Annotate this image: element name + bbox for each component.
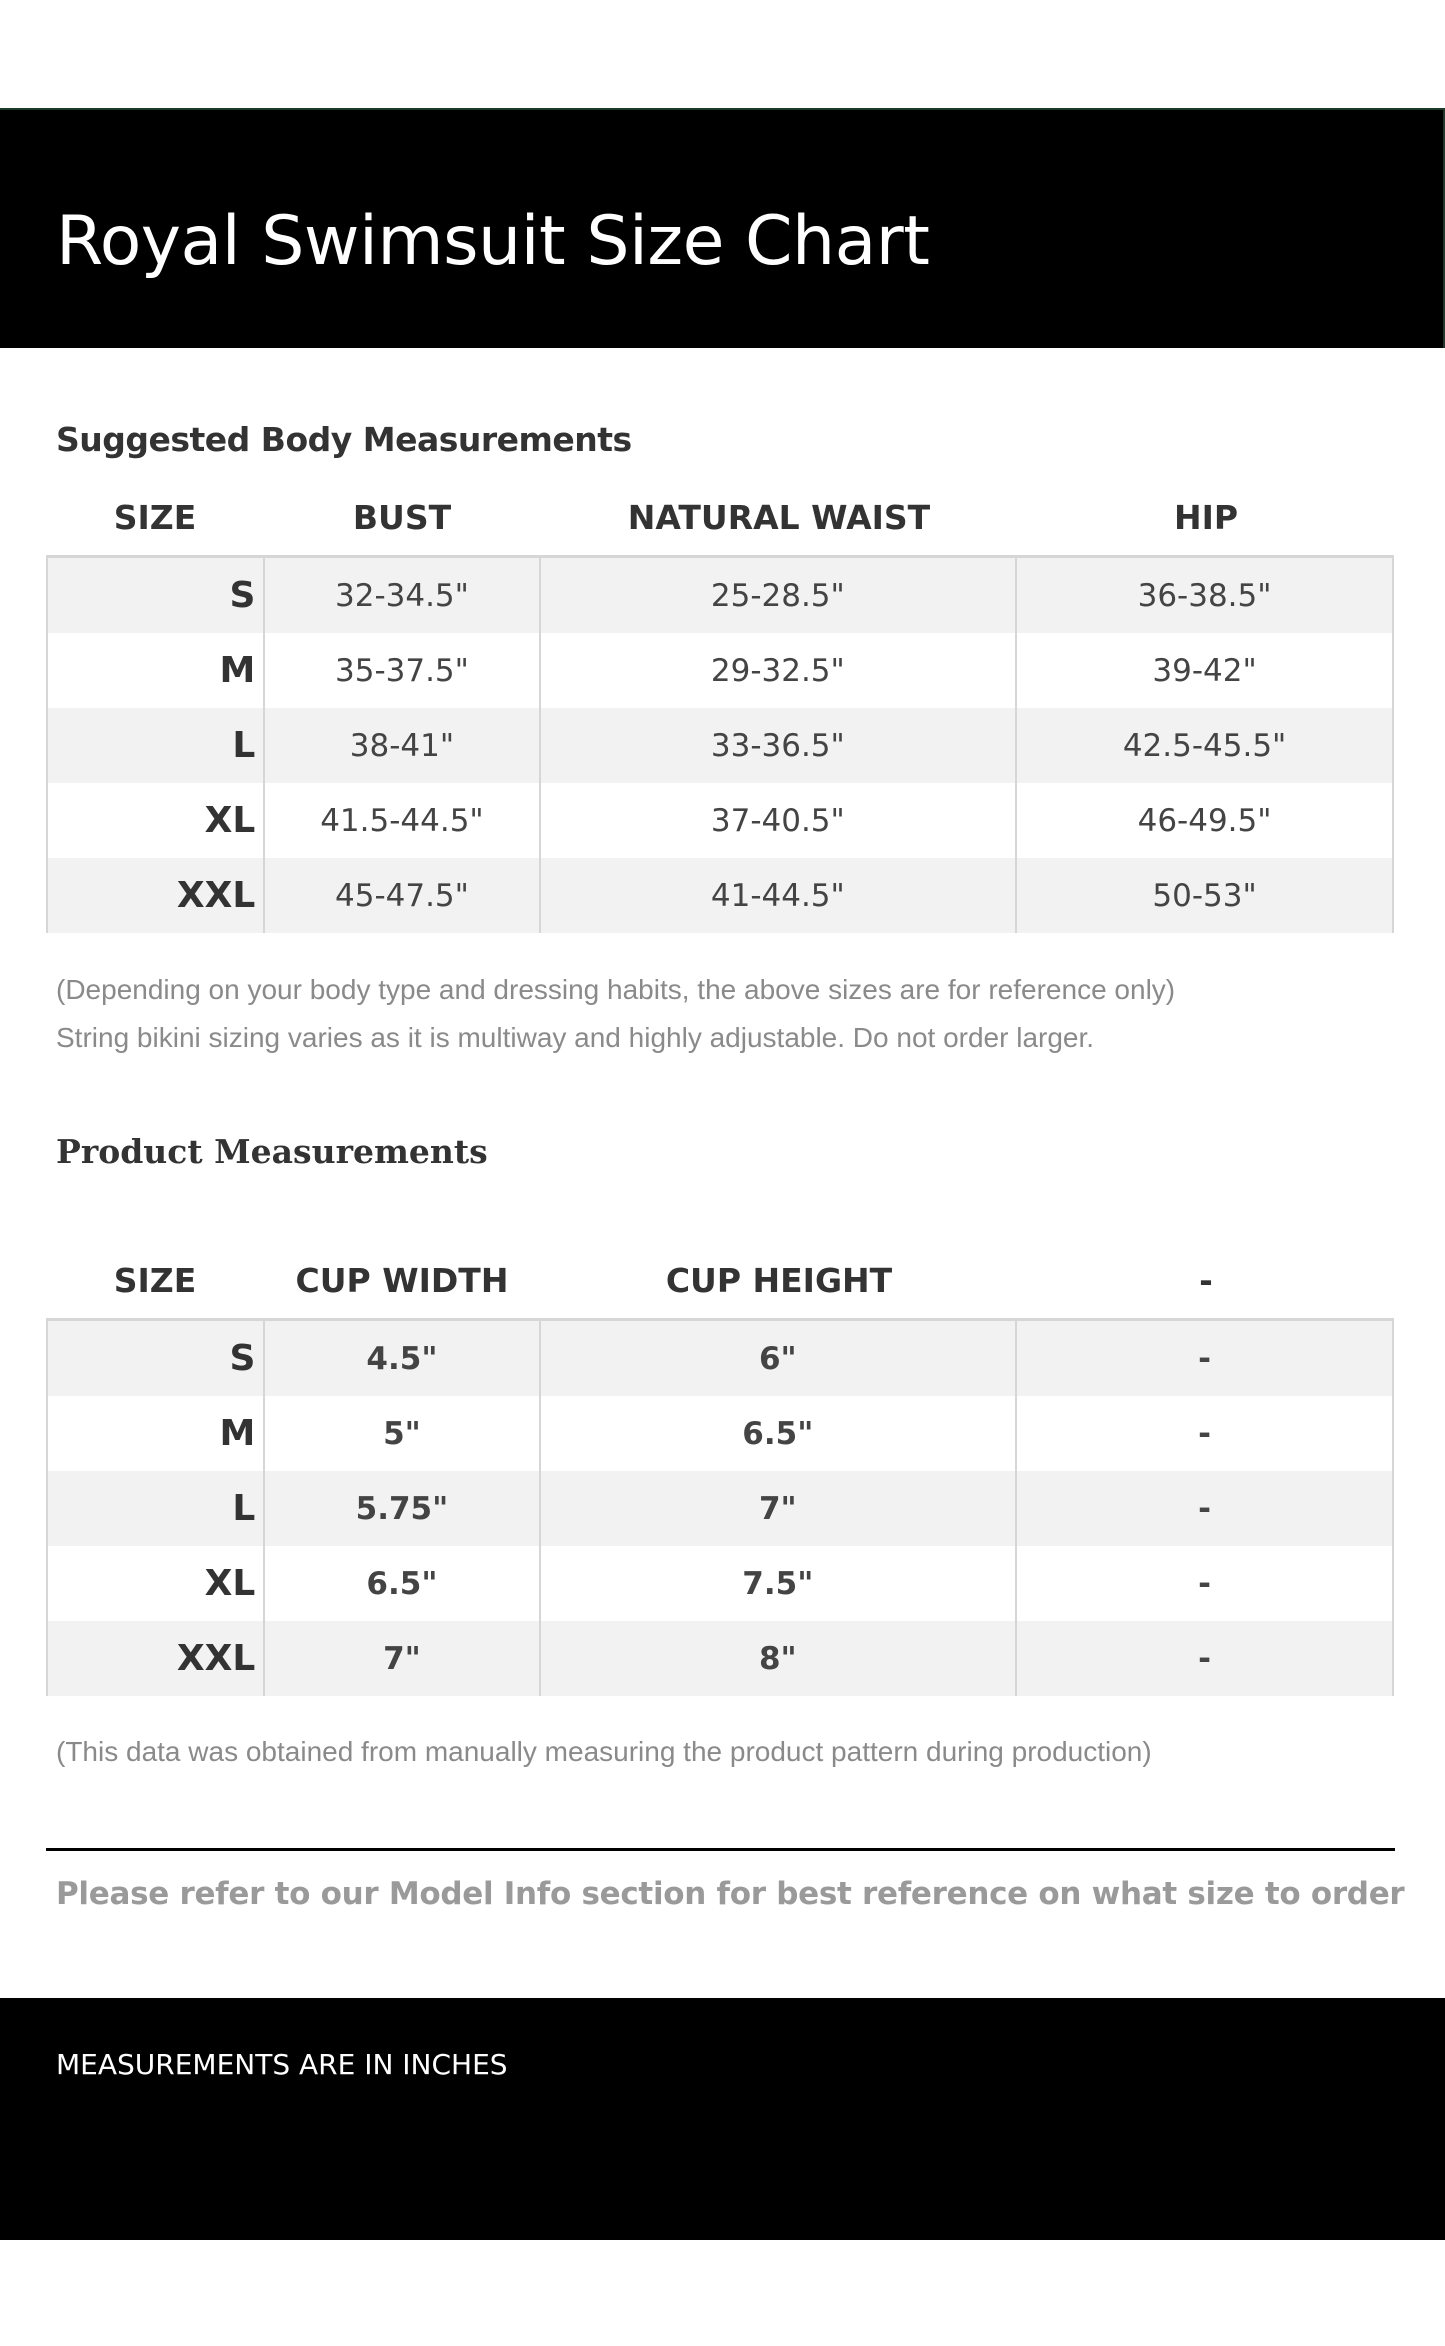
empty-cell: -	[1198, 1415, 1211, 1452]
cup-width-cell: 5"	[265, 1396, 540, 1471]
hip-cell: 50-53"	[1152, 877, 1257, 914]
table-row	[48, 1396, 1392, 1471]
page-title: Royal Swimsuit Size Chart	[56, 202, 930, 281]
waist-cell: 33-36.5"	[541, 708, 1018, 783]
bust-cell: 45-47.5"	[265, 858, 540, 933]
size-cell: XXL	[48, 1621, 265, 1696]
page-footer	[0, 1998, 1445, 2240]
empty-cell: -	[1198, 1340, 1211, 1377]
body-measurements-note: (Depending on your body type and dressing habits, the above sizes are for reference only)	[56, 974, 1176, 1005]
hip-cell: 39-42"	[1152, 652, 1257, 689]
column-header-hip: HIP	[1173, 498, 1239, 537]
size-cell: M	[48, 1396, 265, 1471]
size-cell: S	[48, 558, 265, 633]
cup-width-cell: 7"	[265, 1621, 540, 1696]
model-info-reference: Please refer to our Model Info section for best reference on what size to order	[56, 1876, 1405, 1912]
table-row	[48, 858, 1392, 933]
size-cell: S	[48, 1321, 265, 1396]
waist-cell: 25-28.5"	[541, 558, 1018, 633]
empty-cell: -	[1198, 1490, 1211, 1527]
table-row	[48, 558, 1392, 633]
size-cell: L	[48, 708, 265, 783]
table-header-row	[46, 480, 1394, 555]
column-header-bust: BUST	[352, 498, 452, 537]
table-row	[48, 1621, 1392, 1696]
measurement-unit-note: MEASUREMENTS ARE IN INCHES	[56, 2048, 508, 2081]
cup-height-cell: 7"	[541, 1471, 1018, 1546]
product-measurements-note: (This data was obtained from manually measuring the product pattern during production)	[56, 1736, 1152, 1767]
bust-cell: 41.5-44.5"	[265, 783, 540, 858]
waist-cell: 41-44.5"	[541, 858, 1018, 933]
column-header-cup-width: CUP WIDTH	[295, 1261, 509, 1300]
empty-cell: -	[1198, 1640, 1211, 1677]
column-header-natural-waist: NATURAL WAIST	[627, 498, 931, 537]
column-header-size: SIZE	[113, 1261, 197, 1300]
table-body	[46, 1318, 1394, 1696]
cup-width-cell: 6.5"	[265, 1546, 540, 1621]
column-header-cup-height: CUP HEIGHT	[665, 1261, 893, 1300]
bust-cell: 32-34.5"	[265, 558, 540, 633]
cup-width-cell: 5.75"	[265, 1471, 540, 1546]
size-cell: XL	[48, 1546, 265, 1621]
table-row	[48, 1321, 1392, 1396]
product-measurements-title: Product Measurements	[56, 1132, 488, 1171]
product-measurements-table	[46, 1243, 1394, 1696]
cup-height-cell: 7.5"	[541, 1546, 1018, 1621]
table-row	[48, 1471, 1392, 1546]
table-row	[48, 1546, 1392, 1621]
hip-cell: 36-38.5"	[1137, 577, 1272, 614]
section-divider	[46, 1848, 1395, 1851]
size-cell: XXL	[48, 858, 265, 933]
body-measurements-note-adjustable: String bikini sizing varies as it is multiway and highly adjustable. Do not order larger.	[56, 1022, 1095, 1053]
size-cell: L	[48, 1471, 265, 1546]
cup-width-cell: 4.5"	[265, 1321, 540, 1396]
waist-cell: 29-32.5"	[541, 633, 1018, 708]
table-body	[46, 555, 1394, 933]
table-row	[48, 783, 1392, 858]
column-header-size: SIZE	[113, 498, 197, 537]
size-cell: XL	[48, 783, 265, 858]
bust-cell: 35-37.5"	[265, 633, 540, 708]
empty-cell: -	[1198, 1565, 1211, 1602]
table-row	[48, 708, 1392, 783]
hip-cell: 46-49.5"	[1137, 802, 1272, 839]
hip-cell: 42.5-45.5"	[1122, 727, 1287, 764]
body-measurements-table	[46, 480, 1394, 933]
table-header-row	[46, 1243, 1394, 1318]
size-cell: M	[48, 633, 265, 708]
cup-height-cell: 6.5"	[541, 1396, 1018, 1471]
waist-cell: 37-40.5"	[541, 783, 1018, 858]
body-measurements-title: Suggested Body Measurements	[56, 420, 632, 459]
page-header	[0, 108, 1445, 348]
table-row	[48, 633, 1392, 708]
column-header-empty: -	[1199, 1261, 1213, 1300]
bust-cell: 38-41"	[265, 708, 540, 783]
cup-height-cell: 6"	[541, 1321, 1018, 1396]
cup-height-cell: 8"	[541, 1621, 1018, 1696]
